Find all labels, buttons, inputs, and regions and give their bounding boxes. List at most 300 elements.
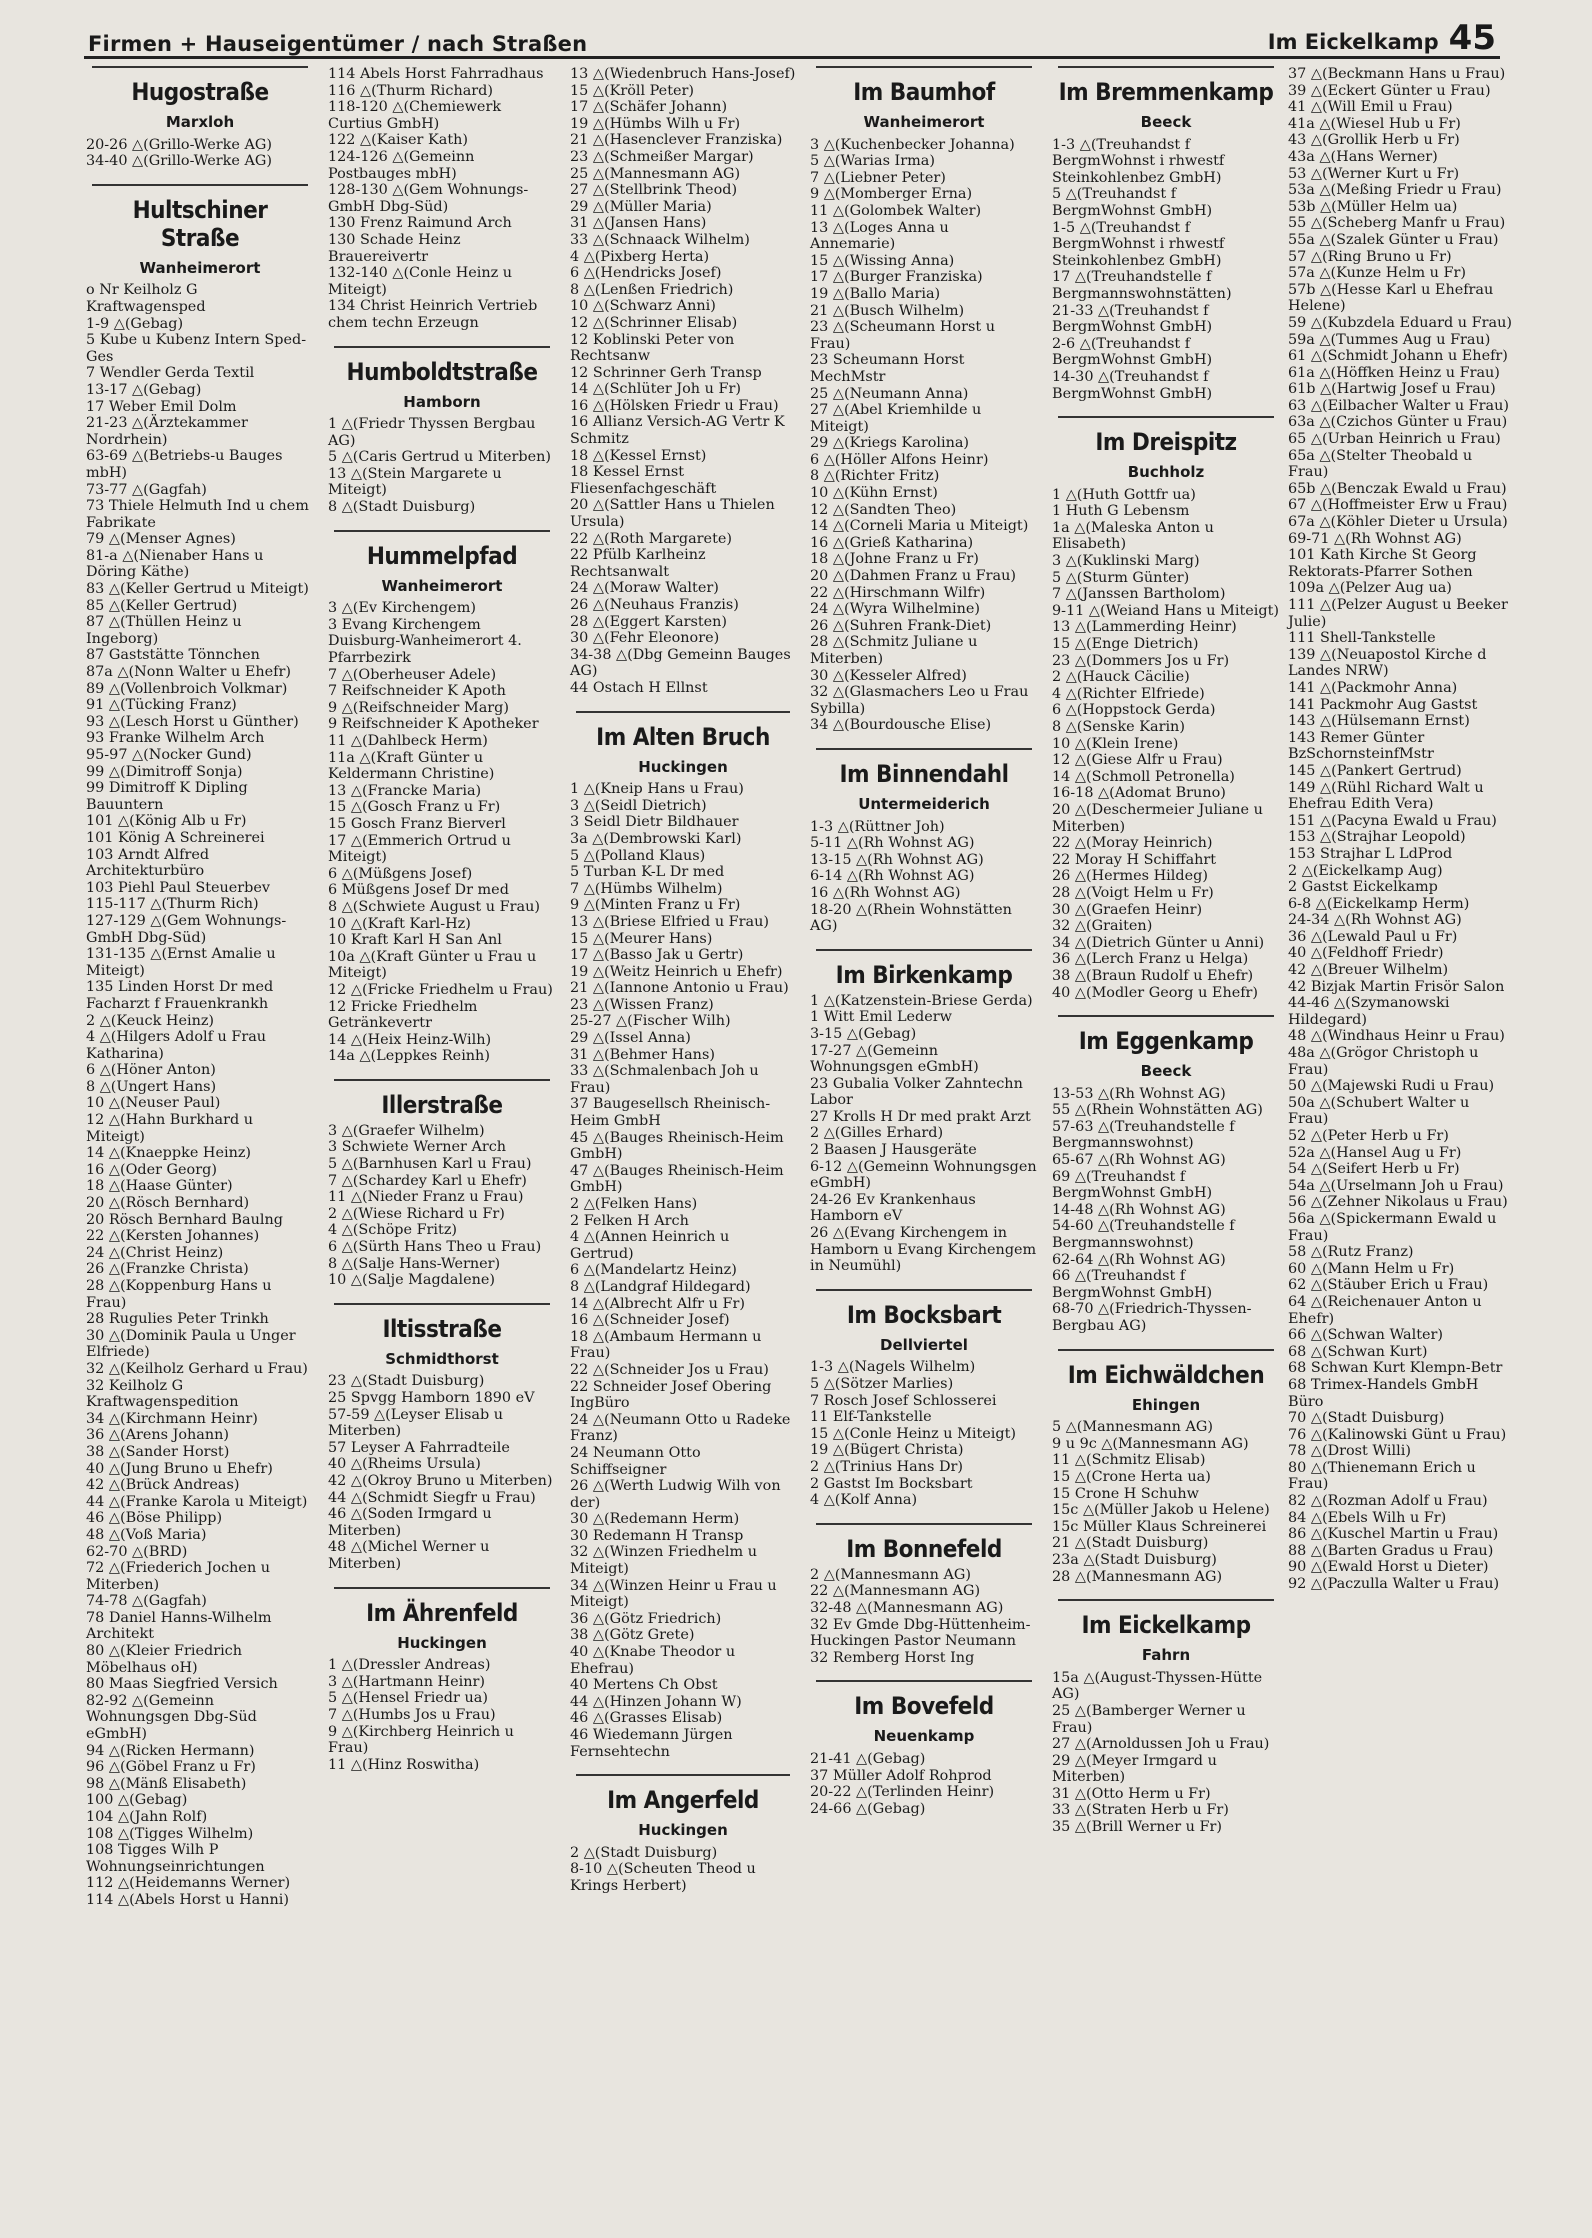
address-entry: 6-12 △(Gemeinn Wohnungsgen eGmbH) — [810, 1158, 1042, 1192]
address-entry: 38 △(Sander Horst) — [86, 1443, 230, 1460]
address-entry: 58 △(Rutz Franz) — [1288, 1244, 1414, 1261]
address-entry: 101 △(König Alb u Fr) — [86, 813, 247, 830]
address-entry: 52 △(Peter Herb u Fr) — [1288, 1128, 1449, 1144]
column-2 — [328, 66, 556, 1779]
address-entry: 2 Gastst Eickelkamp — [1288, 879, 1438, 896]
address-entry: 72 △(Friederich Jochen u Miterben) — [86, 1560, 275, 1593]
address-entry: 26 △(Franzke Christa) — [86, 1261, 249, 1278]
street-section — [1052, 1015, 1280, 1335]
address-entry: 18 △(Haase Günter) — [86, 1178, 233, 1195]
address-entry: 14 △(Schmoll Petronella) — [1052, 768, 1235, 785]
address-entry: 18 △(Johne Franz u Fr) — [810, 551, 979, 568]
address-entry: 5 △(Caris Gertrud u Miterben) — [328, 449, 552, 466]
address-entry: 14 △(Albrecht Alfr u Fr) — [570, 1295, 745, 1312]
address-entry: 62-70 △(BRD) — [86, 1543, 188, 1560]
address-entry: 127-129 △(Gem Wohnungs-GmbH Dbg-Süd) — [86, 912, 287, 946]
address-entry: 18 △(Kessel Ernst) — [570, 447, 707, 464]
address-entry: 87 △(Thüllen Heinz u Ingeborg) — [86, 614, 247, 647]
address-entry: 9 u 9c △(Mannesmann AG) — [1052, 1435, 1249, 1452]
address-entry: 56a △(Spickermann Ewald u Frau) — [1288, 1210, 1501, 1244]
address-entry: 7 △(Oberheuser Adele) — [328, 666, 497, 683]
district-name: Wanheimerort — [139, 258, 261, 277]
address-entry: 103 Arndt Alfred Architekturbüro — [86, 846, 214, 880]
address-entry: 10 Kraft Karl H San Anl — [328, 932, 502, 949]
address-entry: 42 △(Brück Andreas) — [86, 1477, 240, 1494]
address-entry: 17 △(Treuhandstelle f Bergmannswohnstätten) — [1052, 269, 1232, 302]
address-entry: 67a △(Köhler Dieter u Ursula) — [1288, 514, 1508, 531]
address-entry: 130 Schade Heinz Brauereivertr — [328, 231, 466, 265]
address-entry: 35 △(Brill Werner u Fr) — [1052, 1819, 1222, 1836]
address-entry: 27 △(Stellbrink Theod) — [570, 182, 738, 199]
street-name: Im Bonnefeld — [816, 1523, 1032, 1563]
address-entry: 12 △(Giese Alfr u Frau) — [1052, 752, 1223, 769]
address-entry: 17 △(Schäfer Johann) — [570, 99, 728, 116]
address-entry: 46 Wiedemann Jürgen Fernsehtechn — [570, 1727, 738, 1760]
address-entry: 32 △(Graiten) — [1052, 918, 1153, 935]
column-3 — [570, 66, 796, 1901]
address-entry: 40 △(Knabe Theodor u Ehefrau) — [570, 1644, 740, 1677]
address-entry: 10 △(Schwarz Anni) — [570, 298, 716, 315]
address-entry: 12 △(Hahn Burkhard u Miteigt) — [86, 1112, 258, 1145]
district-name: Wanheimerort — [381, 576, 503, 595]
address-entry: 29 △(Issel Anna) — [570, 1030, 691, 1047]
address-entry: 130 Frenz Raimund Arch — [328, 215, 512, 232]
address-entry: 6-14 △(Rh Wohnst AG) — [810, 868, 975, 885]
address-entry: 2 △(Wiese Richard u Fr) — [328, 1205, 505, 1222]
address-entry: 42 Bizjak Martin Frisör Salon — [1288, 978, 1505, 995]
address-entry: 44-46 △(Szymanowski Hildegard) — [1288, 995, 1455, 1028]
address-entry: 10 △(Neuser Paul) — [86, 1095, 221, 1112]
address-entry: 1 △(Huth Gottfr ua) — [1052, 486, 1196, 503]
address-entry: 32 △(Glasmachers Leo u Frau Sybilla) — [810, 684, 1033, 717]
address-entry: o Nr Keilholz G Kraftwagensped — [86, 282, 206, 315]
address-entry: 36 △(Lerch Franz u Helga) — [1052, 951, 1249, 968]
address-entry: 55a △(Szalek Günter u Frau) — [1288, 231, 1499, 248]
address-entry: 89 △(Vollenbroich Volkmar) — [86, 680, 288, 697]
address-entry: 94 △(Ricken Hermann) — [86, 1742, 255, 1759]
address-entry: 23 △(Scheumann Horst u Frau) — [810, 319, 1000, 352]
address-entry: 82-92 △(Gemeinn Wohnungsgen Dbg-Süd eGmbH) — [86, 1692, 262, 1743]
column-4 — [810, 66, 1042, 1823]
address-entry: 3 Schwiete Werner Arch — [328, 1139, 507, 1156]
address-entry: 28 △(Mannesmann AG) — [1052, 1568, 1223, 1585]
address-entry: 18 △(Ambaum Hermann u Frau) — [570, 1328, 767, 1362]
address-entry: 22 △(Mannesmann AG) — [810, 1583, 981, 1600]
address-entry: 9-11 △(Weiand Hans u Miteigt) — [1052, 602, 1280, 619]
address-entry: 90 △(Ewald Horst u Dieter) — [1288, 1559, 1489, 1576]
address-entry: 15a △(August-Thyssen-Hütte AG) — [1052, 1669, 1267, 1703]
address-entry: 37 Baugesellsch Rheinisch-Heim GmbH — [570, 1096, 771, 1130]
address-entry: 26 △(Suhren Frank-Diet) — [810, 617, 992, 634]
address-entry: 24-66 △(Gebag) — [810, 1800, 926, 1817]
address-entry: 42 △(Okroy Bruno u Miterben) — [328, 1472, 553, 1489]
address-entry: 11 △(Golombek Walter) — [810, 202, 982, 219]
address-entry: 48 △(Voß Maria) — [86, 1526, 207, 1543]
street-name: Im Bremmenkamp — [1058, 66, 1274, 106]
address-entry: 23 △(Schmeißer Margar) — [570, 148, 754, 165]
address-entry: 132-140 △(Conle Heinz u Miteigt) — [328, 265, 517, 298]
address-entry: 3a △(Dembrowski Karl) — [570, 830, 742, 847]
district-name: Beeck — [1140, 113, 1192, 131]
address-entry: 27 △(Abel Kriemhilde u Miteigt) — [810, 402, 986, 435]
address-entry: 9 △(Kirchberg Heinrich u Frau) — [328, 1723, 519, 1757]
address-entry: 65-67 △(Rh Wohnst AG) — [1052, 1152, 1226, 1169]
address-entry: 78 △(Drost Willi) — [1288, 1443, 1411, 1460]
address-entry: 42 △(Breuer Wilhelm) — [1288, 962, 1449, 979]
address-entry: 30 Redemann H Transp — [570, 1527, 744, 1544]
district-name: Huckingen — [638, 1821, 728, 1840]
address-entry: 116 △(Thurm Richard) — [328, 82, 494, 99]
district-name: Neuenkamp — [873, 1727, 975, 1746]
address-entry: 5 Turban K-L Dr med — [570, 864, 725, 881]
address-entry: 95-97 △(Nocker Gund) — [86, 747, 252, 763]
address-entry: 41a △(Wiesel Hub u Fr) — [1288, 115, 1461, 132]
address-entry: 30 △(Fehr Eleonore) — [570, 630, 720, 647]
address-entry: 17 △(Burger Franziska) — [810, 269, 983, 286]
district-name: Dellviertel — [880, 1335, 968, 1354]
column-1 — [86, 66, 314, 1915]
address-entry: 48 △(Michel Werner u Miterben) — [328, 1539, 495, 1572]
address-entry: 24 △(Wyra Wilhelmine) — [810, 601, 980, 618]
address-entry: 57 △(Ring Bruno u Fr) — [1288, 248, 1452, 265]
address-entry: 12 △(Sandten Theo) — [810, 501, 957, 518]
address-entry: 21-23 △(Ärztekammer Nordrhein) — [86, 415, 253, 448]
address-entry: 84 △(Ebels Wilh u Fr) — [1288, 1509, 1447, 1526]
address-entry: 13 △(Wiedenbruch Hans-Josef) — [570, 66, 796, 82]
address-entry: 122 △(Kaiser Kath) — [328, 132, 469, 149]
address-entry: 54 △(Seifert Herb u Fr) — [1288, 1161, 1460, 1178]
address-entry: 79 △(Menser Agnes) — [86, 531, 236, 548]
address-entry: 1 △(Friedr Thyssen Bergbau AG) — [328, 416, 541, 449]
address-entry: 93 △(Lesch Horst u Günther) — [86, 713, 299, 730]
address-entry: 36 △(Götz Friedrich) — [570, 1610, 722, 1627]
district-name: Buchholz — [1127, 463, 1205, 482]
address-entry: 4 △(Pixberg Herta) — [570, 248, 710, 265]
address-entry: 13 △(Loges Anna u Annemarie) — [810, 219, 954, 253]
address-entry: 1-5 △(Treuhandst f BergmWohnst i rhwestf Steinkohlenbez GmbH) — [1052, 219, 1229, 269]
address-entry: 10 △(Kraft Karl-Hz) — [328, 915, 471, 932]
address-entry: 20 △(Sattler Hans u Thielen Ursula) — [570, 497, 780, 531]
address-entry: 15 △(Meurer Hans) — [570, 930, 713, 947]
address-entry: 8 △(Senske Karin) — [1052, 719, 1185, 735]
address-entry: 44 △(Hinzen Johann W) — [570, 1693, 742, 1710]
address-entry: 17-27 △(Gemeinn Wohnungsgen eGmbH) — [810, 1042, 979, 1076]
address-entry: 34-38 △(Dbg Gemeinn Bauges AG) — [570, 646, 796, 680]
address-entry: 6 △(Höner Anton) — [86, 1062, 216, 1079]
address-entry: 12 △(Fricke Friedhelm u Frau) — [328, 981, 553, 998]
address-entry: 46 △(Soden Irmgard u Miterben) — [328, 1506, 497, 1539]
address-entry: 31 △(Behmer Hans) — [570, 1046, 715, 1063]
address-entry: 13 △(Briese Elfried u Frau) — [570, 913, 770, 930]
address-entry: 16 △(Hölsken Friedr u Frau) — [570, 397, 779, 414]
street-section — [570, 1774, 796, 1894]
street-section — [328, 1079, 556, 1289]
address-entry: 19 △(Ballo Maria) — [810, 285, 941, 302]
address-entry: 14-48 △(Rh Wohnst AG) — [1052, 1201, 1226, 1218]
street-section — [810, 66, 1038, 734]
address-entry: 19 △(Weitz Heinrich u Ehefr) — [570, 963, 783, 980]
address-entry: 6 △(Hoppstock Gerda) — [1052, 702, 1216, 719]
address-entry: 86 △(Kuschel Martin u Frau) — [1288, 1526, 1499, 1543]
address-entry: 15c Müller Klaus Schreinerei — [1052, 1518, 1267, 1535]
address-entry: 24 △(Neumann Otto u Radeke Franz) — [570, 1411, 796, 1445]
address-entry: 21-33 △(Treuhandst f BergmWohnst GmbH) — [1052, 302, 1213, 336]
address-entry: 28 Rugulies Peter Trinkh — [86, 1311, 269, 1328]
address-entry: 6-8 △(Eickelkamp Herm) — [1288, 895, 1470, 912]
street-section — [1052, 416, 1280, 1001]
address-entry: 16-18 △(Adomat Bruno) — [1052, 785, 1226, 802]
address-entry: 24 Neumann Otto Schiffseigner — [570, 1444, 706, 1478]
address-entry: 118-120 △(Chemiewerk Curtius GmbH) — [328, 99, 506, 132]
address-entry: 46 △(Böse Philipp) — [86, 1510, 223, 1527]
address-entry: 8 △(Ungert Hans) — [86, 1078, 217, 1095]
address-entry: 11 Elf-Tankstelle — [810, 1409, 932, 1426]
address-entry: 59a △(Tummes Aug u Frau) — [1288, 331, 1491, 348]
address-entry: 15 △(Crone Herta ua) — [1052, 1468, 1211, 1485]
address-entry: 33 △(Schnaack Wilhelm) — [570, 231, 750, 248]
address-entry: 7 Wendler Gerda Textil — [86, 365, 255, 382]
address-entry: 34 △(Kirchmann Heinr) — [86, 1410, 258, 1427]
address-entry: 43 △(Grollik Herb u Fr) — [1288, 132, 1460, 149]
address-entry: 21 △(Stadt Duisburg) — [1052, 1535, 1209, 1552]
address-entry: 54-60 △(Treuhandstelle f Bergmannswohnst) — [1052, 1218, 1240, 1252]
address-entry: 48a △(Grögor Christoph u Frau) — [1288, 1045, 1484, 1078]
address-entry: 26 △(Hermes Hildeg) — [1052, 868, 1208, 885]
address-entry: 2-6 △(Treuhandst f BergmWohnst GmbH) — [1052, 335, 1213, 369]
address-entry: 3 △(Ev Kirchengem) — [328, 600, 476, 617]
address-entry: 4 △(Annen Heinrich u Gertrud) — [570, 1229, 734, 1262]
address-entry: 61b △(Hartwig Josef u Frau) — [1288, 381, 1496, 398]
street-name: Im Angerfeld — [576, 1774, 790, 1814]
street-name: Illerstraße — [334, 1079, 550, 1119]
address-entry: 8 △(Stadt Duisburg) — [328, 499, 476, 516]
address-entry: 38 △(Götz Grete) — [570, 1627, 695, 1644]
address-entry: 43a △(Hans Werner) — [1288, 148, 1438, 165]
address-entry: 20-22 △(Terlinden Heinr) — [810, 1784, 995, 1801]
address-entry: 153 △(Strajhar Leopold) — [1288, 829, 1466, 846]
address-entry: 63a △(Czichos Günter u Frau) — [1288, 414, 1508, 431]
street-section — [86, 184, 314, 1909]
address-entry: 61a △(Höffken Heinz u Frau) — [1288, 364, 1500, 381]
address-entry: 2 △(Keuck Heinz) — [86, 1012, 215, 1029]
address-entry: 80 △(Kleier Friedrich Möbelhaus oH) — [86, 1643, 247, 1676]
address-entry: 24-34 △(Rh Wohnst AG) — [1288, 912, 1462, 929]
address-entry: 23 △(Dommers Jos u Fr) — [1052, 652, 1230, 669]
address-entry: 1 Huth G Lebensm — [1052, 503, 1190, 520]
address-entry: 60 △(Mann Helm u Fr) — [1288, 1260, 1455, 1277]
street-section — [328, 530, 556, 1065]
address-entry: 73 Thiele Helmuth Ind u chem Fabrikate — [86, 498, 314, 531]
address-entry: 63-69 △(Betriebs-u Bauges mbH) — [86, 448, 288, 481]
address-entry: 39 △(Eckert Günter u Frau) — [1288, 82, 1491, 99]
district-name: Wanheimerort — [863, 113, 985, 131]
address-entry: 57-59 △(Leyser Elisab u Miterben) — [328, 1406, 508, 1440]
address-entry: 2 Gastst Im Bocksbart — [810, 1475, 973, 1492]
address-entry: 47 △(Bauges Rheinisch-Heim GmbH) — [570, 1162, 789, 1196]
address-entry: 61 △(Schmidt Johann u Ehefr) — [1288, 348, 1508, 365]
address-entry: 2 △(Trinius Hans Dr) — [810, 1458, 963, 1475]
address-entry: 32 Ev Gmde Dbg-Hüttenheim-Huckingen Pastor Neumann — [810, 1616, 1031, 1650]
district-name: Marxloh — [165, 113, 235, 131]
address-entry: 15 △(Enge Dietrich) — [1052, 636, 1199, 653]
address-entry: 14a △(Leppkes Reinh) — [328, 1048, 490, 1065]
address-entry: 13 △(Stein Margarete u Miteigt) — [328, 465, 507, 499]
address-entry: 55 △(Scheberg Manfr u Frau) — [1288, 215, 1506, 232]
street-name: Im Birkenkamp — [816, 949, 1032, 989]
address-entry: 40 △(Feldhoff Friedr) — [1288, 945, 1444, 962]
street-section — [810, 1523, 1038, 1667]
address-entry: 32 △(Winzen Friedhelm u Miteigt) — [570, 1544, 762, 1578]
address-entry: 7 Reifschneider K Apoth — [328, 683, 506, 700]
address-entry: 22 △(Moray Heinrich) — [1052, 835, 1213, 852]
address-entry: 141 △(Packmohr Anna) — [1288, 679, 1458, 696]
address-entry: 5 △(Sturm Günter) — [1052, 569, 1190, 586]
address-entry: 1 △(Kneip Hans u Frau) — [570, 781, 744, 798]
street-name: Hugostraße — [92, 66, 308, 106]
address-entry: 15 Gosch Franz Bierverl — [328, 815, 506, 832]
address-entry: 22 △(Schneider Jos u Frau) — [570, 1361, 769, 1378]
address-entry: 8 △(Lenßen Friedrich) — [570, 281, 734, 298]
address-entry: 56 △(Zehner Nikolaus u Frau) — [1288, 1194, 1508, 1211]
address-entry: 30 △(Kesseler Alfred) — [810, 667, 967, 684]
street-name: Im Alten Bruch — [576, 711, 790, 751]
address-entry: 22 Pfülb Karlheinz Rechtsanwalt — [570, 547, 711, 580]
column-5 — [1052, 66, 1280, 1842]
address-entry: 5 △(Mannesmann AG) — [1052, 1419, 1214, 1436]
column-6 — [1288, 66, 1512, 1599]
street-section — [810, 748, 1038, 935]
address-entry: 13 △(Lammerding Heinr) — [1052, 619, 1237, 636]
address-entry: 22 △(Kersten Johannes) — [86, 1228, 260, 1245]
street-name: Im Binnendahl — [816, 748, 1032, 788]
address-entry: 2 Felken H Arch — [570, 1212, 689, 1229]
address-entry: 2 △(Mannesmann AG) — [810, 1566, 972, 1583]
street-section — [1288, 66, 1512, 1593]
address-entry: 44 Ostach H Ellnst — [570, 679, 708, 696]
street-section — [570, 66, 796, 697]
address-entry: 85 △(Keller Gertrud) — [86, 597, 238, 614]
address-entry: 50 △(Majewski Rudi u Frau) — [1288, 1078, 1495, 1095]
address-entry: 57-63 △(Treuhandstelle f Bergmannswohnst) — [1052, 1118, 1240, 1152]
address-entry: 24 △(Moraw Walter) — [570, 580, 719, 597]
street-name: Im Eichwäldchen — [1058, 1349, 1274, 1389]
address-entry: 32-48 △(Mannesmann AG) — [810, 1599, 1004, 1616]
address-entry: 11 △(Hinz Roswitha) — [328, 1756, 480, 1773]
address-entry: 92 △(Paczulla Walter u Frau) — [1288, 1576, 1500, 1593]
address-entry: 40 △(Rheims Ursula) — [328, 1456, 481, 1473]
address-entry: 15 △(Wissing Anna) — [810, 252, 955, 269]
address-entry: 40 Mertens Ch Obst — [570, 1677, 718, 1694]
street-section — [86, 66, 314, 170]
address-entry: 1-3 △(Rüttner Joh) — [810, 818, 945, 835]
address-entry: 52a △(Hansel Aug u Fr) — [1288, 1144, 1462, 1161]
address-entry: 34 △(Dietrich Günter u Anni) — [1052, 934, 1265, 951]
address-entry: 101 König A Schreinerei — [86, 829, 265, 846]
address-entry: 32 △(Keilholz Gerhard u Frau) — [86, 1360, 308, 1377]
address-entry: 22 Schneider Josef Obering IngBüro — [570, 1378, 776, 1412]
address-entry: 32 Remberg Horst Ing — [810, 1649, 975, 1666]
street-name: Im Baumhof — [816, 66, 1032, 106]
address-entry: 131-135 △(Ernst Amalie u Miteigt) — [86, 946, 281, 979]
address-entry: 2 △(Hauck Cäcilie) — [1052, 669, 1190, 686]
address-entry: 4 △(Richter Elfriede) — [1052, 685, 1205, 702]
address-entry: 9 △(Minten Franz u Fr) — [570, 897, 741, 914]
street-section — [328, 1587, 556, 1774]
address-entry: 7 △(Janssen Bartholom) — [1052, 586, 1226, 603]
address-entry: 66 △(Treuhandst f BergmWohnst GmbH) — [1052, 1268, 1213, 1301]
address-entry: 101 Kath Kirche St Georg Rektorats-Pfarrer Sothen — [1288, 547, 1482, 580]
street-section — [328, 1303, 556, 1573]
address-entry: 68 Schwan Kurt Klempn-Betr — [1288, 1360, 1503, 1377]
address-entry: 13-53 △(Rh Wohnst AG) — [1052, 1085, 1226, 1102]
running-head-street: Im Eickelkamp — [1267, 30, 1439, 54]
address-entry: 10 △(Klein Irene) — [1052, 735, 1179, 752]
address-entry: 5 △(Hensel Friedr ua) — [328, 1690, 488, 1707]
street-name: Im Ährenfeld — [334, 1587, 550, 1627]
address-entry: 63 △(Eilbacher Walter u Frau) — [1288, 397, 1510, 414]
address-entry: 134 Christ Heinrich Vertrieb chem techn Erzeugn — [328, 298, 542, 331]
address-entry: 41 △(Will Emil u Frau) — [1288, 99, 1453, 116]
address-entry: 15 Crone H Schuhw — [1052, 1485, 1199, 1502]
address-entry: 40 △(Jung Bruno u Ehefr) — [86, 1460, 273, 1477]
address-entry: 25-27 △(Fischer Wilh) — [570, 1013, 731, 1030]
address-entry: 57 Leyser A Fahrradteile — [328, 1439, 510, 1456]
address-entry: 29 △(Kriegs Karolina) — [810, 435, 970, 452]
address-entry: 104 △(Jahn Rolf) — [86, 1809, 208, 1825]
district-name: Schmidthorst — [385, 1349, 499, 1368]
address-entry: 81-a △(Nienaber Hans u Döring Käthe) — [86, 547, 268, 581]
address-entry: 23 Scheumann Horst MechMstr — [810, 352, 970, 385]
address-entry: 46 △(Grasses Elisab) — [570, 1710, 723, 1727]
address-entry: 3 △(Seidl Dietrich) — [570, 797, 707, 814]
address-entry: 37 Müller Adolf Rohprod — [810, 1767, 992, 1784]
address-entry: 69-71 △(Rh Wohnst AG) — [1288, 530, 1462, 547]
address-entry: 37 △(Beckmann Hans u Frau) — [1288, 66, 1506, 82]
address-entry: 3 △(Kuchenbecker Johanna) — [810, 136, 1015, 153]
address-entry: 1-9 △(Gebag) — [86, 315, 184, 332]
address-entry: 153 Strajhar L LdProd — [1288, 845, 1453, 862]
address-entry: 17 △(Basso Jak u Gertr) — [570, 947, 744, 964]
address-entry: 87 Gaststätte Tönnchen — [86, 647, 260, 664]
address-entry: 18 Kessel Ernst Fliesenfachgeschäft — [570, 464, 717, 497]
address-entry: 16 △(Rh Wohnst AG) — [810, 884, 961, 901]
street-section — [810, 1289, 1038, 1509]
address-entry: 93 Franke Wilhelm Arch — [86, 730, 265, 747]
address-entry: 69 △(Treuhandst f BergmWohnst GmbH) — [1052, 1168, 1213, 1202]
address-entry: 15 △(Conle Heinz u Miteigt) — [810, 1425, 1016, 1442]
street-section — [328, 66, 556, 332]
address-entry: 10 △(Salje Magdalene) — [328, 1272, 495, 1289]
address-entry: 73-77 △(Gagfah) — [86, 481, 207, 498]
district-name: Fahrn — [1141, 1646, 1191, 1665]
page-number: 45 — [1448, 18, 1496, 58]
address-entry: 64 △(Reichenauer Anton u Ehefr) — [1288, 1293, 1487, 1327]
address-entry: 5 △(Sötzer Marlies) — [810, 1376, 954, 1392]
street-name: Iltisstraße — [334, 1303, 550, 1343]
street-name: Im Bocksbart — [816, 1289, 1032, 1329]
street-section — [570, 711, 796, 1761]
address-entry: 112 △(Heidemanns Werner) — [86, 1875, 291, 1892]
address-entry: 141 Packmohr Aug Gastst — [1288, 696, 1478, 713]
address-entry: 4 △(Hilgers Adolf u Frau Katharina) — [86, 1029, 271, 1062]
address-entry: 14 △(Heix Heinz-Wilh) — [328, 1031, 492, 1048]
address-entry: 8 △(Schwiete August u Frau) — [328, 898, 540, 915]
address-entry: 27 △(Arnoldussen Joh u Frau) — [1052, 1736, 1270, 1753]
address-entry: 17 △(Emmerich Ortrud u Miteigt) — [328, 832, 516, 866]
address-entry: 2 △(Felken Hans) — [570, 1196, 698, 1212]
address-entry: 5 Kube u Kubenz Intern Sped-Ges — [86, 332, 307, 365]
address-entry: 19 △(Hümbs Wilh u Fr) — [570, 115, 741, 132]
